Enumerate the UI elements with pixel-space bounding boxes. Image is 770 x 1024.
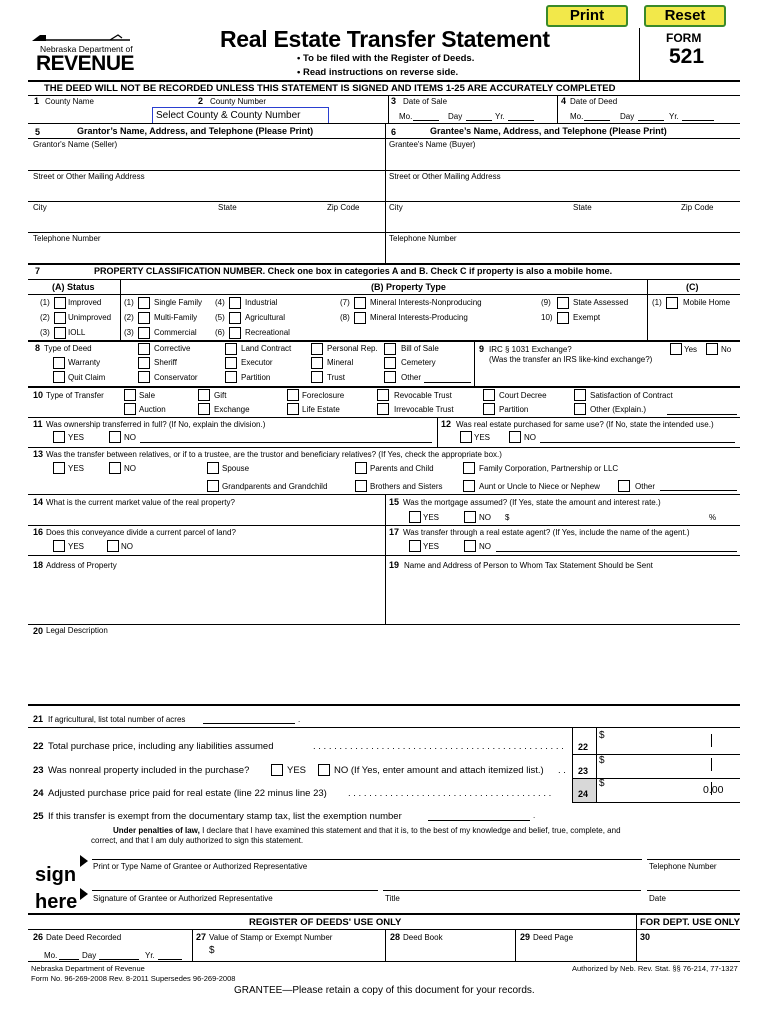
form-title: Real Estate Transfer Statement <box>220 26 550 52</box>
deed-mineral-checkbox[interactable] <box>311 357 323 369</box>
date-of-deed-label: Date of Deed <box>570 97 618 106</box>
item-number: 23 <box>33 765 44 776</box>
code-label: (1) <box>40 298 50 307</box>
same-use-no-checkbox[interactable] <box>509 431 521 443</box>
classification-title: PROPERTY CLASSIFICATION NUMBER. Check one box in categories A and B. Check C if property is also a mobile home. <box>94 266 613 276</box>
code-label: (9) <box>541 298 551 307</box>
mortgage-yes-checkbox[interactable] <box>409 511 421 523</box>
status-head: (A) Status <box>52 282 95 292</box>
item-number: 6 <box>391 127 397 137</box>
transfer-option-label: Other (Explain.) <box>590 405 647 414</box>
deed-other-field[interactable] <box>424 382 471 383</box>
dot-leader: . . <box>558 765 566 776</box>
type-of-deed-label: Type of Deed <box>44 344 92 353</box>
transfer-option-label: Life Estate <box>302 405 340 414</box>
same-use-question: Was real estate purchased for same use? (If No, state the intended use.) <box>456 420 714 429</box>
grantor-street-label: Street or Other Mailing Address <box>33 172 145 181</box>
item-number: 20 <box>33 626 44 636</box>
relation-option-label: Other <box>635 482 656 491</box>
no-label: NO (If Yes, enter amount and attach itemized list.) <box>334 765 544 776</box>
penalty-statement <box>113 826 621 835</box>
yes-label: YES <box>423 542 440 551</box>
year-label: Yr. <box>145 951 155 960</box>
item-number: 9 <box>479 344 485 354</box>
transfer-auction-checkbox[interactable] <box>124 403 136 415</box>
type-exempt-checkbox[interactable] <box>557 312 569 324</box>
footer-retain-notice: GRANTEE—Please retain a copy of this document for your records. <box>234 985 535 996</box>
no-label: NO <box>479 542 491 551</box>
relation-option-label: Grandparents and Grandchild <box>222 482 328 491</box>
code-label: (4) <box>215 298 225 307</box>
deed-day-field[interactable] <box>638 120 664 121</box>
yes-label: YES <box>68 464 85 473</box>
grantor-city-label: City <box>33 203 47 212</box>
mortgage-question: Was the mortgage assumed? (If Yes, state the amount and interest rate.) <box>403 498 661 507</box>
reset-button[interactable]: Reset <box>644 5 726 27</box>
transfer-option-label: Auction <box>139 405 166 414</box>
stamp-value-label: Value of Stamp or Exempt Number <box>209 933 333 942</box>
transfer-option-label: Revocable Trust <box>394 391 452 400</box>
nonreal-property-label: Was nonreal property included in the purchase? <box>48 765 250 776</box>
deed-option-label: Quit Claim <box>68 373 106 382</box>
type-option-label: Exempt <box>573 313 601 322</box>
yes-label: YES <box>287 765 307 776</box>
transfer-option-label: Gift <box>214 391 227 400</box>
item-number: 13 <box>33 449 44 459</box>
deed-warranty-checkbox[interactable] <box>53 357 65 369</box>
type-option-label: Single Family <box>154 298 203 307</box>
transfer-gift-checkbox[interactable] <box>198 389 210 401</box>
transfer-sale-checkbox[interactable] <box>124 389 136 401</box>
agent-no-checkbox[interactable] <box>464 540 476 552</box>
relation-option-label: Spouse <box>222 464 250 473</box>
dot-leader: . . . . . . . . . . . . . . . . . . . . . . . . . . . . . . . . . . . . . . . <box>348 788 552 799</box>
relatives-no-checkbox[interactable] <box>109 462 121 474</box>
type-option-label: State Assessed <box>573 298 629 307</box>
mobile-home-label: Mobile Home <box>683 298 731 307</box>
date-of-sale-label: Date of Sale <box>403 97 448 106</box>
code-label: (3) <box>124 328 134 337</box>
agent-question: Was transfer through a real estate agent? (If Yes, include the name of the agent.) <box>403 528 690 537</box>
agency-line: Nebraska Department of <box>40 44 133 54</box>
dollar-sign: $ <box>599 778 605 789</box>
type-mineral-nonproducing-checkbox[interactable] <box>354 297 366 309</box>
deed-land-contract-checkbox[interactable] <box>225 343 237 355</box>
type-multi-family-checkbox[interactable] <box>138 312 150 324</box>
grantor-name-label: Grantor's Name (Seller) <box>33 140 118 149</box>
deed-executor-checkbox[interactable] <box>225 357 237 369</box>
legal-description-label: Legal Description <box>46 626 108 635</box>
deed-option-label: Conservator <box>154 373 198 382</box>
code-label: (2) <box>124 313 134 322</box>
mobile-home-checkbox[interactable] <box>666 297 678 309</box>
item-number: 2 <box>198 96 204 106</box>
recorded-year-field[interactable] <box>158 959 182 960</box>
deed-option-label: Executor <box>241 358 273 367</box>
title-label: Title <box>385 894 400 903</box>
date-label: Date <box>649 894 666 903</box>
type-option-label: Commercial <box>154 328 197 337</box>
relatives-spouse-checkbox[interactable] <box>207 462 219 474</box>
month-label: Mo. <box>570 112 584 121</box>
item-number: 8 <box>35 343 41 353</box>
item-number: 12 <box>441 419 452 429</box>
grantee-title: Grantee’s Name, Address, and Telephone (Please Print) <box>430 126 667 136</box>
yes-label: YES <box>423 513 440 522</box>
item-number: 4 <box>561 96 567 106</box>
bullet-filed: • To be filed with the Register of Deeds. <box>297 53 475 64</box>
transfer-option-label: Irrevocable Trust <box>394 405 454 414</box>
relatives-grandparents-checkbox[interactable] <box>207 480 219 492</box>
transfer-option-label: Satisfaction of Contract <box>590 391 673 400</box>
deed-option-label: Corrective <box>154 344 191 353</box>
status-option-label: Improved <box>68 298 102 307</box>
transfer-option-label: Sale <box>139 391 156 400</box>
item-number: 29 <box>520 932 531 942</box>
line-box-number: 23 <box>578 766 589 776</box>
transfer-life-estate-checkbox[interactable] <box>287 403 299 415</box>
day-label: Day <box>82 951 97 960</box>
transfer-option-label: Partition <box>499 405 529 414</box>
yes-label: Yes <box>684 345 698 354</box>
period: . <box>533 811 536 820</box>
no-label: NO <box>524 433 536 442</box>
item-number: 15 <box>389 497 400 507</box>
deed-option-label: Partition <box>241 373 271 382</box>
county-number-label: County Number <box>210 97 267 106</box>
item-number: 3 <box>391 96 397 106</box>
code-label: (5) <box>215 313 225 322</box>
relation-option-label: Family Corporation, Partnership or LLC <box>479 464 619 473</box>
type-option-label: Industrial <box>245 298 278 307</box>
ownership-explain-field[interactable] <box>140 442 432 443</box>
deed-bill-of-sale-checkbox[interactable] <box>384 343 396 355</box>
line-box-number: 22 <box>578 742 589 752</box>
type-option-label: Mineral Interests-Producing <box>370 313 468 322</box>
item-number: 25 <box>33 811 44 822</box>
sign-label: sign <box>35 864 77 886</box>
deed-quitclaim-checkbox[interactable] <box>53 371 65 383</box>
transfer-other-field[interactable] <box>667 414 737 415</box>
type-industrial-checkbox[interactable] <box>229 297 241 309</box>
code-label: (1) <box>124 298 134 307</box>
deed-option-label: Sheriff <box>154 358 177 367</box>
yes-label: YES <box>68 433 85 442</box>
footer-form-number: Form No. 96-269-2008 Rev. 8-2011 Supersedes 96-269-2008 <box>31 974 236 983</box>
item-number: 10 <box>33 390 44 400</box>
signature-field[interactable] <box>92 890 378 891</box>
no-label: NO <box>124 433 136 442</box>
deed-corrective-checkbox[interactable] <box>138 343 150 355</box>
property-type-head: (B) Property Type <box>371 282 446 292</box>
no-label: No <box>721 345 732 354</box>
item-number: 11 <box>33 419 43 429</box>
type-recreational-checkbox[interactable] <box>229 327 241 339</box>
divide-parcel-question: Does this conveyance divide a current parcel of land? <box>46 528 236 537</box>
deed-trust-checkbox[interactable] <box>311 371 323 383</box>
deed-book-label: Deed Book <box>403 933 443 942</box>
nebraska-logo-icon <box>30 32 130 44</box>
grantee-zip-label: Zip Code <box>681 203 714 212</box>
relation-option-label: Brothers and Sisters <box>370 482 443 491</box>
recorded-day-field[interactable] <box>99 959 139 960</box>
item-number: 30 <box>640 932 651 942</box>
type-commercial-checkbox[interactable] <box>138 327 150 339</box>
grantee-phone-label: Telephone Number <box>389 234 457 243</box>
relatives-other-field[interactable] <box>660 490 737 491</box>
intended-use-field[interactable] <box>540 442 735 443</box>
relatives-yes-checkbox[interactable] <box>53 462 65 474</box>
deed-other-checkbox[interactable] <box>384 371 396 383</box>
grantee-state-label: State <box>573 203 592 212</box>
item-number: 24 <box>33 788 44 799</box>
transfer-irrevocable-checkbox[interactable] <box>377 403 389 415</box>
nonreal-no-checkbox[interactable] <box>318 764 330 776</box>
code-label: (3) <box>40 328 50 337</box>
deed-conservator-checkbox[interactable] <box>138 371 150 383</box>
yes-label: YES <box>474 433 491 442</box>
type-option-label: Agricultural <box>245 313 286 322</box>
dollar-sign: $ <box>505 513 510 522</box>
percent-sign: % <box>709 513 717 522</box>
type-option-label: Mineral Interests-Nonproducing <box>370 298 482 307</box>
here-label: here <box>35 891 78 913</box>
status-improved-checkbox[interactable] <box>54 297 66 309</box>
penalty-text: I declare that I have examined this statement and that it is, to the best of my knowledge and belief, true, complete, and <box>199 826 621 835</box>
code-label: (8) <box>340 313 350 322</box>
item-number: 27 <box>196 932 207 942</box>
item-number: 28 <box>390 932 401 942</box>
sale-day-field[interactable] <box>466 120 492 121</box>
deed-option-label: Land Contract <box>241 344 292 353</box>
total-price-label: Total purchase price, including any liabilities assumed <box>48 741 274 752</box>
agent-yes-checkbox[interactable] <box>409 540 421 552</box>
no-label: NO <box>479 513 491 522</box>
deed-option-label: Personal Rep. <box>327 344 378 353</box>
item-number: 22 <box>33 741 44 752</box>
item-number: 17 <box>389 527 400 537</box>
type-state-assessed-checkbox[interactable] <box>557 297 569 309</box>
day-label: Day <box>620 112 635 121</box>
item-number: 1 <box>34 96 40 106</box>
dot-leader: . . . . . . . . . . . . . . . . . . . . . . . . . . . . . . . . . . . . . . . . . . . . . . . . <box>313 741 564 752</box>
deed-sheriff-checkbox[interactable] <box>138 357 150 369</box>
code-label: 10) <box>541 313 553 322</box>
bullet-instructions: • Read instructions on reverse side. <box>297 67 459 78</box>
item-number: 21 <box>33 714 44 724</box>
agent-name-field[interactable] <box>496 551 737 552</box>
irc-exchange-label: IRC § 1031 Exchange? <box>489 345 572 354</box>
no-label: NO <box>124 464 136 473</box>
recorded-month-field[interactable] <box>59 959 79 960</box>
dollar-sign: $ <box>209 945 215 956</box>
signature-label: Signature of Grantee or Authorized Representative <box>93 894 273 903</box>
total-price-field[interactable] <box>598 728 740 753</box>
date-field[interactable] <box>647 890 740 891</box>
ownership-yes-checkbox[interactable] <box>53 431 65 443</box>
warning-banner: THE DEED WILL NOT BE RECORDED UNLESS THIS STATEMENT IS SIGNED AND ITEMS 1-25 ARE ACCURATELY COMPLETED <box>44 83 616 94</box>
relation-option-label: Aunt or Uncle to Niece or Nephew <box>479 482 600 491</box>
property-address-label: Address of Property <box>46 561 117 570</box>
telephone-label: Telephone Number <box>649 862 717 871</box>
date-recorded-label: Date Deed Recorded <box>46 933 122 942</box>
county-name-label: County Name <box>45 97 94 106</box>
print-button[interactable]: Print <box>546 5 628 27</box>
type-of-transfer-label: Type of Transfer <box>46 391 104 400</box>
relatives-aunt-uncle-checkbox[interactable] <box>463 480 475 492</box>
grantor-state-label: State <box>218 203 237 212</box>
divide-yes-checkbox[interactable] <box>53 540 65 552</box>
grantee-city-label: City <box>389 203 403 212</box>
deed-option-label: Cemetery <box>401 358 436 367</box>
nonreal-yes-checkbox[interactable] <box>271 764 283 776</box>
printed-name-label: Print or Type Name of Grantee or Authorized Representative <box>93 862 308 871</box>
deed-page-label: Deed Page <box>533 933 574 942</box>
adjusted-price-label: Adjusted purchase price paid for real estate (line 22 minus line 23) <box>48 788 327 799</box>
grantee-street-label: Street or Other Mailing Address <box>389 172 501 181</box>
item-number: 19 <box>389 560 400 570</box>
sale-year-field[interactable] <box>508 120 534 121</box>
irc-no-checkbox[interactable] <box>706 343 718 355</box>
line-box-number: 24 <box>578 789 589 799</box>
irc-exchange-sub: (Was the transfer an IRS like-kind exchange?) <box>489 355 653 364</box>
irc-yes-checkbox[interactable] <box>670 343 682 355</box>
period: . <box>298 715 301 724</box>
yes-label: YES <box>68 542 85 551</box>
deed-option-label: Mineral <box>327 358 354 367</box>
agency-name: REVENUE <box>36 52 135 75</box>
deed-cemetery-checkbox[interactable] <box>384 357 396 369</box>
mortgage-no-checkbox[interactable] <box>464 511 476 523</box>
tax-statement-label: Name and Address of Person to Whom Tax Statement Should be Sent <box>404 561 653 570</box>
status-ioll-checkbox[interactable] <box>54 327 66 339</box>
type-single-family-checkbox[interactable] <box>138 297 150 309</box>
deed-option-label: Warranty <box>68 358 101 367</box>
relatives-question: Was the transfer between relatives, or if to a trustee, are the trustor and beneficiary relatives? (If Yes, check the appropriate box.) <box>46 450 502 459</box>
code-label: (6) <box>215 328 225 337</box>
ownership-no-checkbox[interactable] <box>109 431 121 443</box>
status-unimproved-checkbox[interactable] <box>54 312 66 324</box>
county-select[interactable]: Select County & County Number <box>152 107 329 124</box>
year-label: Yr. <box>669 112 679 121</box>
deed-option-label: Other <box>401 373 422 382</box>
transfer-partition-checkbox[interactable] <box>483 403 495 415</box>
exemption-label: If this transfer is exempt from the documentary stamp tax, list the exemption number <box>48 811 402 822</box>
form-number: 521 <box>669 45 705 68</box>
deed-option-label: Bill of Sale <box>401 344 439 353</box>
form-label: FORM <box>666 31 702 45</box>
deed-partition-checkbox[interactable] <box>225 371 237 383</box>
title-field[interactable] <box>383 890 641 891</box>
item-number: 14 <box>33 497 44 507</box>
ownership-question: Was ownership transferred in full? (If No, explain the division.) <box>46 420 266 429</box>
same-use-yes-checkbox[interactable] <box>460 431 472 443</box>
item-number: 16 <box>33 527 44 537</box>
deed-year-field[interactable] <box>682 120 714 121</box>
nonreal-amount-field[interactable] <box>598 755 740 778</box>
footer-authority: Authorized by Neb. Rev. Stat. §§ 76-214, 77-1327 <box>572 964 738 973</box>
triangle-marker-icon <box>80 855 88 867</box>
acres-field[interactable] <box>203 723 295 724</box>
year-label: Yr. <box>495 112 505 121</box>
grantor-phone-label: Telephone Number <box>33 234 101 243</box>
triangle-marker-icon <box>80 888 88 900</box>
type-option-label: Recreational <box>245 328 290 337</box>
sale-month-field[interactable] <box>413 120 439 121</box>
month-label: Mo. <box>44 951 58 960</box>
transfer-satisfaction-checkbox[interactable] <box>574 389 586 401</box>
transfer-court-decree-checkbox[interactable] <box>483 389 495 401</box>
code-label: (2) <box>40 313 50 322</box>
transfer-other-checkbox[interactable] <box>574 403 586 415</box>
item-number: 5 <box>35 127 41 137</box>
register-title: REGISTER OF DEEDS' USE ONLY <box>249 917 402 928</box>
day-label: Day <box>448 112 463 121</box>
mobile-head: (C) <box>686 282 699 292</box>
transfer-option-label: Court Decree <box>499 391 547 400</box>
transfer-option-label: Foreclosure <box>302 391 345 400</box>
month-label: Mo. <box>399 112 413 121</box>
transfer-revocable-checkbox[interactable] <box>377 389 389 401</box>
code-label: (7) <box>340 298 350 307</box>
grantee-name-label: Grantee's Name (Buyer) <box>389 140 476 149</box>
grantor-title: Grantor’s Name, Address, and Telephone (Please Print) <box>77 126 314 136</box>
item-number: 7 <box>35 266 41 276</box>
market-value-question: What is the current market value of the real property? <box>46 498 235 507</box>
grantor-zip-label: Zip Code <box>327 203 360 212</box>
dept-use-title: FOR DEPT. USE ONLY <box>640 917 740 928</box>
relatives-family-corp-checkbox[interactable] <box>463 462 475 474</box>
dollar-sign: $ <box>599 755 605 766</box>
divide-no-checkbox[interactable] <box>107 540 119 552</box>
status-option-label: Unimproved <box>68 313 112 322</box>
code-label: (1) <box>652 298 662 307</box>
telephone-field[interactable] <box>647 859 740 860</box>
type-mineral-producing-checkbox[interactable] <box>354 312 366 324</box>
acres-label: If agricultural, list total number of acres <box>48 715 186 724</box>
adjusted-price-value[interactable]: 0.00 <box>703 784 724 796</box>
deed-personal-rep-checkbox[interactable] <box>311 343 323 355</box>
type-agricultural-checkbox[interactable] <box>229 312 241 324</box>
item-number: 26 <box>33 932 44 942</box>
exemption-number-field[interactable] <box>428 820 530 821</box>
status-option-label: IOLL <box>68 328 86 337</box>
deed-option-label: Trust <box>327 373 345 382</box>
printed-name-field[interactable] <box>92 859 642 860</box>
deed-month-field[interactable] <box>584 120 610 121</box>
penalty-bold: Under penalties of law, <box>113 826 200 835</box>
footer-dept: Nebraska Department of Revenue <box>31 964 145 973</box>
type-option-label: Multi-Family <box>154 313 198 322</box>
penalty-text-2: correct, and that I am duly authorized to sign this statement. <box>91 836 304 845</box>
item-number: 18 <box>33 560 44 570</box>
relatives-other-checkbox[interactable] <box>618 480 630 492</box>
relatives-siblings-checkbox[interactable] <box>355 480 367 492</box>
no-label: NO <box>121 542 133 551</box>
relation-option-label: Parents and Child <box>370 464 434 473</box>
transfer-exchange-checkbox[interactable] <box>198 403 210 415</box>
transfer-foreclosure-checkbox[interactable] <box>287 389 299 401</box>
transfer-option-label: Exchange <box>214 405 250 414</box>
dollar-sign: $ <box>599 730 605 741</box>
relatives-parents-checkbox[interactable] <box>355 462 367 474</box>
